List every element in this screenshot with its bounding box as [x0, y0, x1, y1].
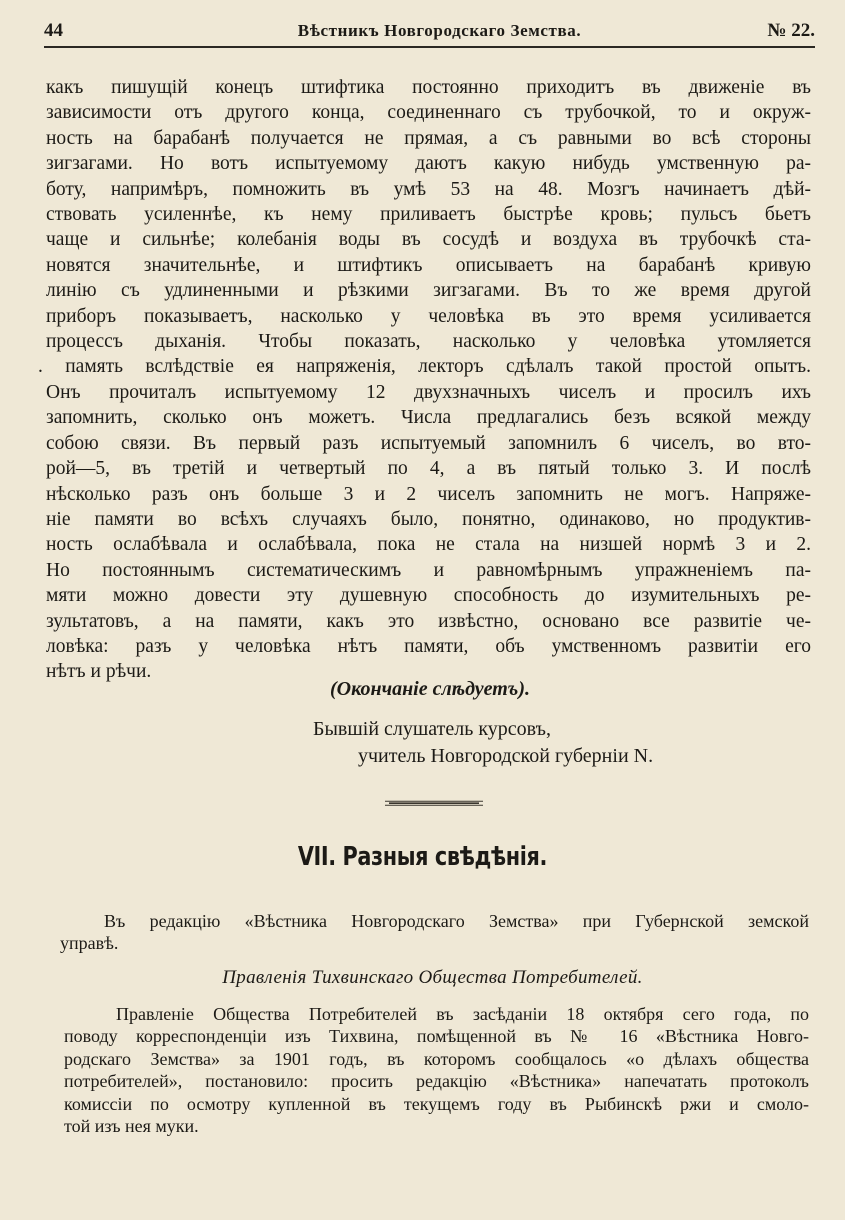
body-line: какъ пишущій конецъ штифтика постоянно приходитъ въ движеніе въ	[46, 77, 811, 98]
body-line: . память вслѣдствіе ея напряженія, лекторъ сдѣлалъ такой простой опытъ.	[38, 356, 811, 378]
body-line: Но постояннымъ систематическимъ и равномѣрнымъ упражненіемъ па-	[46, 559, 811, 581]
section-divider-ornament	[385, 800, 483, 806]
body-line: приборъ показываетъ, насколько у человѣка въ это время усиливается	[46, 305, 811, 327]
subheading: Правленія Тихвинскаго Общества Потребителей.	[222, 967, 643, 988]
body-line: боту, напримѣръ, помножить въ умѣ 53 на 48. Мозгъ начинаетъ дѣй-	[46, 178, 811, 200]
page-number: 44	[44, 20, 63, 41]
body-line: зультатовъ, а на памяти, какъ это извѣстно, основано все развитіе че-	[46, 610, 811, 632]
report-line: комиссіи по осмотру купленной въ текущемъ году въ Рыбинскѣ ржи и смоло-	[64, 1093, 809, 1114]
body-line: запомнить, сколько онъ можетъ. Числа предлагались безъ всякой между	[46, 407, 811, 429]
header-rule	[44, 46, 815, 48]
report-line: той изъ нея муки.	[64, 1116, 199, 1137]
intro-line: Въ редакцію «Вѣстника Новгородскаго Земства» при Губернской земской	[104, 911, 809, 931]
body-line: зависимости отъ другого конца, соединеннаго съ трубочкой, то и окруж-	[46, 102, 811, 124]
body-line: рой—5, въ третій и четвертый по 4, а въ пятый только 3. И послѣ	[46, 458, 811, 480]
signature-line-2: учитель Новгородской губерніи N.	[358, 745, 654, 767]
body-line: ніе памяти во всѣхъ случаяхъ было, понятно, одинаково, но продуктив-	[46, 508, 811, 530]
body-line: линію съ удлиненными и рѣзкими зигзагами. Въ то же время другой	[46, 280, 811, 302]
body-line: зигзагами. Но вотъ испытуемому даютъ какую нибудь умственную ра-	[46, 153, 811, 175]
body-line: нѣтъ и рѣчи.	[46, 661, 152, 683]
body-line: ствовать усиленнѣе, къ нему приливаетъ быстрѣе кровь; пульсъ бьетъ	[46, 204, 811, 226]
intro-line: управѣ.	[60, 933, 119, 954]
to-be-continued-note: (Окончаніе слѣдуетъ).	[330, 678, 530, 700]
article-body	[38, 75, 811, 685]
body-line: Онъ прочиталъ испытуемому 12 двухзначныхъ чиселъ и просилъ ихъ	[46, 381, 811, 403]
body-line: нѣсколько разъ онъ больше 3 и 2 чиселъ запомнить не могъ. Напряже-	[46, 483, 811, 505]
body-line: ность на барабанѣ получается не прямая, а съ равными во всѣ стороны	[46, 127, 811, 149]
signature-line-1: Бывшій слушатель курсовъ,	[313, 718, 551, 740]
report-line: Правленіе Общества Потребителей въ засѣданіи 18 октября сего года, по	[116, 1004, 809, 1024]
running-header	[44, 18, 815, 44]
body-line: ность ослабѣвала и ослабѣвала, пока не стала на низшей нормѣ 3 и 2.	[46, 534, 811, 556]
body-line: мяти можно довести эту душевную способность до изумительныхъ ре-	[46, 585, 811, 607]
section-heading: VII. Разныя свѣдѣнія.	[297, 842, 547, 872]
report-paragraph	[64, 1003, 809, 1137]
report-line: родскаго Земства» за 1901 годъ, въ которомъ сообщалось «о дѣлахъ общества	[64, 1048, 809, 1069]
intro-paragraph	[60, 910, 809, 955]
body-line: процессъ дыханія. Чтобы показать, насколько у человѣка утомляется	[46, 331, 811, 353]
report-line: поводу корреспонденціи изъ Тихвина, помѣщенной въ № 16 «Вѣстника Новго-	[64, 1026, 809, 1047]
body-line: чаще и сильнѣе; колебанія воды въ сосудѣ и воздуха въ трубочкѣ ста-	[46, 229, 811, 251]
body-line: ловѣка: разъ у человѣка нѣтъ памяти, объ умственномъ развитіи его	[46, 635, 811, 657]
body-line: собою связи. Въ первый разъ испытуемый запомнилъ 6 чиселъ, во вто-	[46, 432, 811, 454]
body-line: новятся значительнѣе, и штифтикъ описываетъ на барабанѣ кривую	[46, 254, 811, 276]
report-line: потребителей», постановило: просить редакцію «Вѣстника» напечатать протоколъ	[64, 1071, 809, 1092]
journal-title: Вѣстникъ Новгородскаго Земства.	[297, 21, 582, 40]
issue-number: № 22.	[767, 20, 815, 41]
